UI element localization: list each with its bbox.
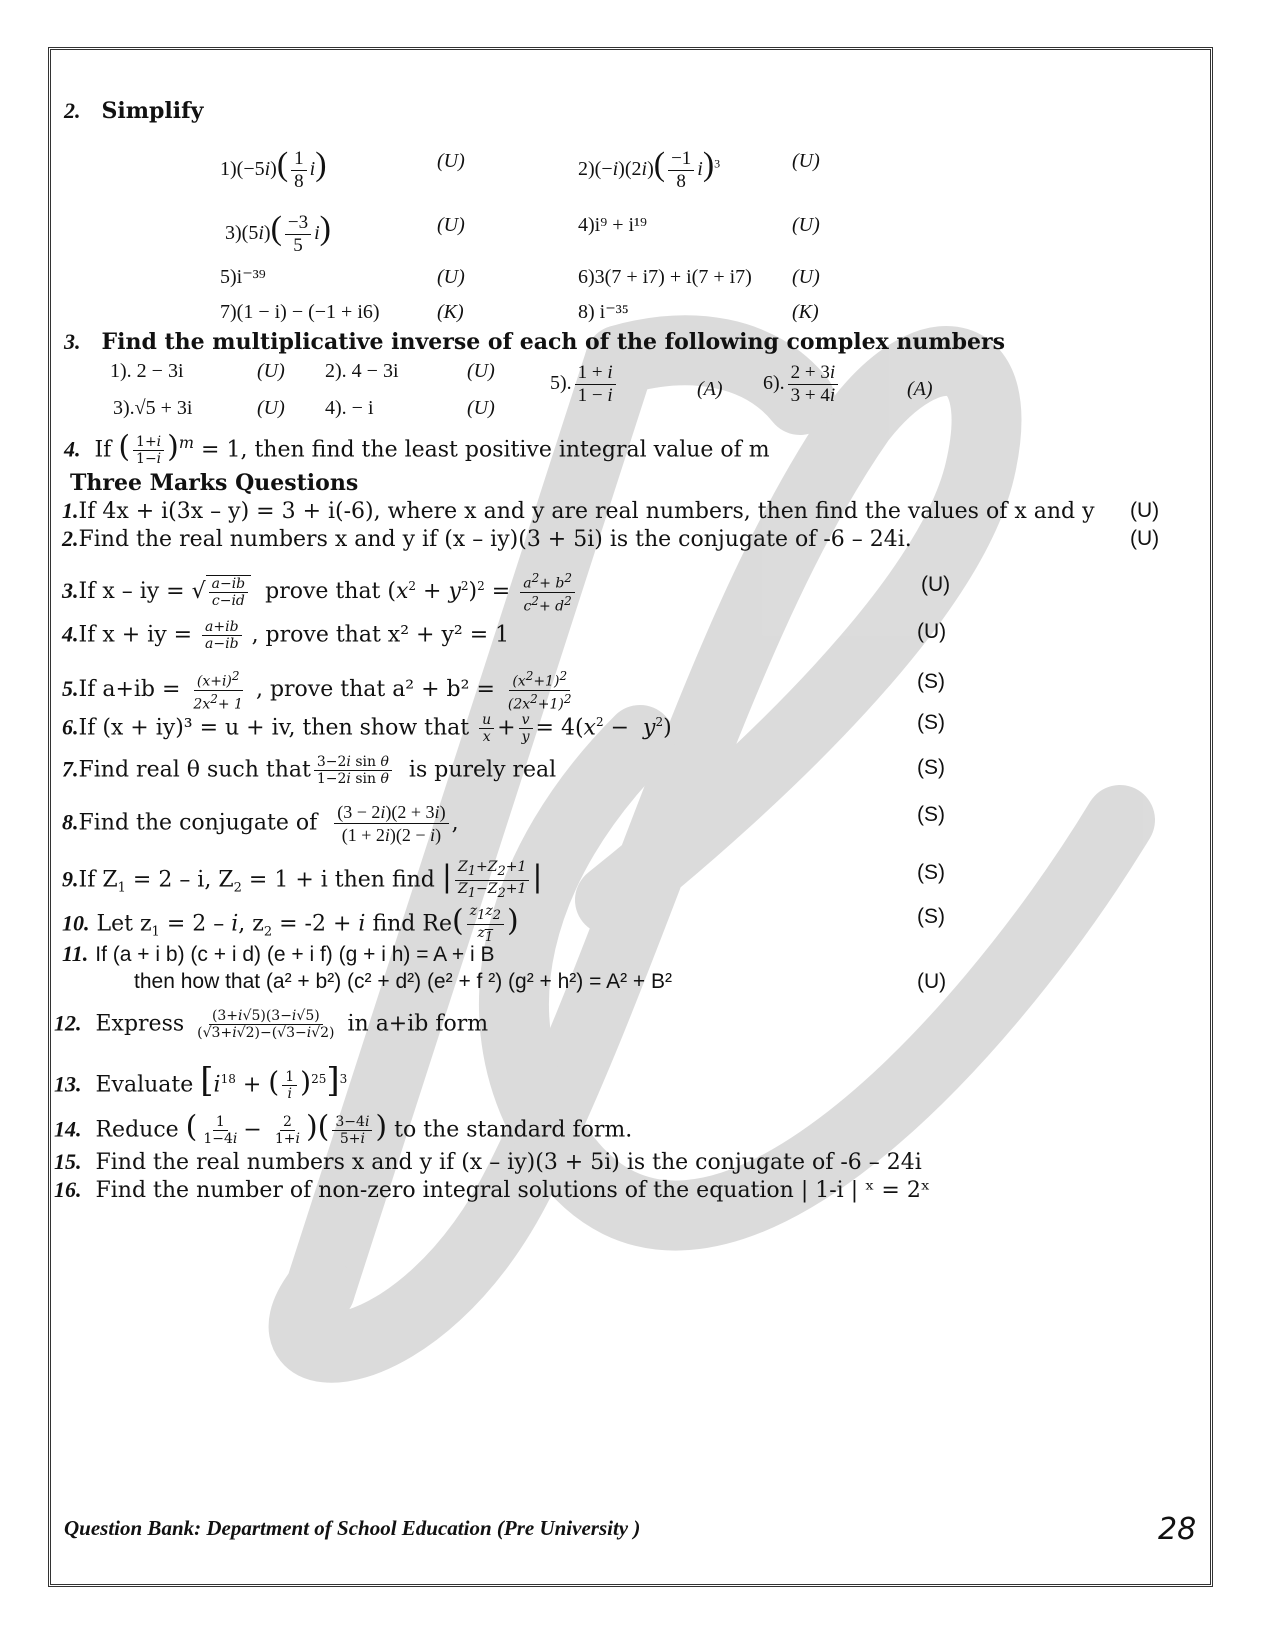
- section-3-title: Find the multiplicative inverse of each of the following complex numbers: [101, 329, 1005, 355]
- s2-tag-4: (U): [792, 214, 820, 236]
- tm-q6: 6.If (x + iy)³ = u + iv, then show that $\frac{u}{x}$ + $\frac{v}{y}$ = $4(x^2 - y^2)$: [62, 711, 672, 745]
- s3-tag-5: (A): [697, 378, 723, 400]
- section-3-heading: 3. Find the multiplicative inverse of each of the following complex numbers: [64, 329, 1005, 355]
- s2-tag-1: (U): [437, 150, 465, 172]
- tm-q3-tag: (U): [921, 573, 951, 596]
- tm-q14: 14. Reduce ( $\frac{1}{1-4i}$ − $\frac{2}{1+i}$ )( $\frac{3-4i}{5+i}$ ) to the standard form.: [54, 1109, 633, 1147]
- s2-item-8: 8) i⁻³⁵: [578, 301, 629, 323]
- tm-q11-tag: (U): [917, 970, 947, 993]
- tm-q8-tag: (S): [917, 803, 945, 826]
- tm-q9-tag: (S): [917, 861, 945, 884]
- tm-q4-tag: (U): [917, 620, 947, 643]
- tm-q2-tag: (U): [1130, 527, 1160, 550]
- footer-text: Question Bank: Department of School Education (Pre University ): [64, 1516, 641, 1540]
- s2-item-1: 1)(−5i)( $\frac{1}{8}$ i): [220, 146, 327, 192]
- s2-item-6: 6)3(7 + i7) + i(7 + i7): [578, 266, 752, 288]
- section-2-title: Simplify: [101, 98, 204, 124]
- three-marks-heading: Three Marks Questions: [70, 470, 359, 496]
- tm-q10: 10. Let $z_1 = 2 - i$, $z_2 = -2 + i$ find Re( $\frac{z_1z_2}{z_1}$ ): [62, 903, 519, 945]
- tm-q11: 11. If (a + i b) (c + i d) (e + i f) (g + i h) = A + i B: [62, 941, 495, 966]
- tm-q15: 15. Find the real numbers x and y if (x – iy)(3 + 5i) is the conjugate of -6 – 24i: [54, 1149, 922, 1175]
- s2-item-4: 4)i⁹ + i¹⁹: [578, 214, 647, 236]
- tm-q7-tag: (S): [917, 756, 945, 779]
- tm-q8: 8.Find the conjugate of $\frac{(3 - 2i)(2 + 3i)}{(1 + 2i)(2 - i)}$ ,: [62, 802, 459, 845]
- s3-tag-6: (A): [907, 378, 933, 400]
- s3-tag-3: (U): [257, 397, 285, 419]
- s2-tag-3: (U): [437, 214, 465, 236]
- tm-q3: 3.If x – iy = √ $\frac{a-ib}{c-id}$ prove that $(x^2 + y^2)^2$ = $\frac{a^2+ b^2}{c^2+ d^2}$: [62, 570, 578, 614]
- s3-tag-1: (U): [257, 360, 285, 382]
- s2-item-3: 3)(5i)( $\frac{-3}{5}$ i): [225, 210, 331, 256]
- s2-tag-8: (K): [792, 301, 819, 323]
- s2-tag-2: (U): [792, 150, 820, 172]
- s2-tag-6: (U): [792, 266, 820, 288]
- s3-item-4: 4). − i: [325, 397, 374, 419]
- tm-q7: 7.Find real θ such that $\frac{\text{3−2i sin θ}}{\text{1−2i sin θ}}$ is purely real: [62, 754, 557, 787]
- tm-q9: 9.If $Z_1 = 2 - i$, $Z_2 = 1 + i$ then find | $\frac{Z_1+Z_2+1}{Z_1-Z_2+1}$ |: [62, 859, 543, 901]
- section-4-question: 4. If ( $\frac{1+i}{1-i}$ )$^m$ = 1, then find the least positive integral value of m: [64, 429, 770, 467]
- tm-q1: 1.If 4x + i(3x – y) = 3 + i(-6), where x and y are real numbers, then find the values of x and y: [62, 498, 1095, 524]
- tm-q10-tag: (S): [917, 905, 945, 928]
- tm-q2: 2.Find the real numbers x and y if (x – iy)(3 + 5i) is the conjugate of -6 – 24i.: [62, 526, 912, 552]
- s2-item-7: 7)(1 − i) − (−1 + i6): [220, 301, 380, 323]
- s3-tag-4: (U): [467, 397, 495, 419]
- page-number: 28: [1158, 1512, 1197, 1547]
- s2-item-2: 2)(−i)(2i)( $\frac{-1}{8}$ i)$^3$: [578, 146, 721, 192]
- s3-item-5: 5). $\frac{1 + i}{1 - i}$: [550, 362, 619, 407]
- s2-item-5: 5)i⁻³⁹: [220, 266, 266, 288]
- s3-tag-2: (U): [467, 360, 495, 382]
- s3-item-1: 1). 2 − 3i: [110, 360, 184, 382]
- tm-q5: 5.If a+ib = $\frac{(x+i)^2}{2x^2+ 1}$ , prove that a² + b² = $\frac{(x^2+1)^2}{(2x^2+1)^2}$: [62, 669, 572, 713]
- s3-item-2: 2). 4 − 3i: [325, 360, 399, 382]
- tm-q5-tag: (S): [917, 670, 945, 693]
- tm-q13: 13. Evaluate [$i^{18}$ + ( $\frac{1}{i}$ )$^{25}$]$^3$: [54, 1060, 348, 1102]
- s3-item-6: 6). $\frac{2 + 3i}{3 + 4i}$: [763, 362, 841, 407]
- tm-q1-tag: (U): [1130, 499, 1160, 522]
- section-2-heading: 2. Simplify: [64, 98, 204, 124]
- s3-item-3: 3).√5 + 3i: [113, 397, 193, 419]
- tm-q16: 16. Find the number of non-zero integral solutions of the equation | 1-i | ˣ = 2ˣ: [54, 1177, 931, 1203]
- tm-q6-tag: (S): [917, 711, 945, 734]
- tm-q4: 4.If x + iy = $\frac{a+ib}{a-ib}$ , prove that x² + y² = 1: [62, 619, 510, 652]
- s2-tag-7: (K): [437, 301, 464, 323]
- tm-q11-line2: then how that (a² + b²) (c² + d²) (e² + f ²) (g² + h²) = A² + B²: [134, 970, 673, 993]
- s2-tag-5: (U): [437, 266, 465, 288]
- tm-q12: 12. Express $\frac{(3+i√5)(3-i√5)}{(√3+i√2)-(√3-i√2)}$ in a+ib form: [54, 1008, 489, 1041]
